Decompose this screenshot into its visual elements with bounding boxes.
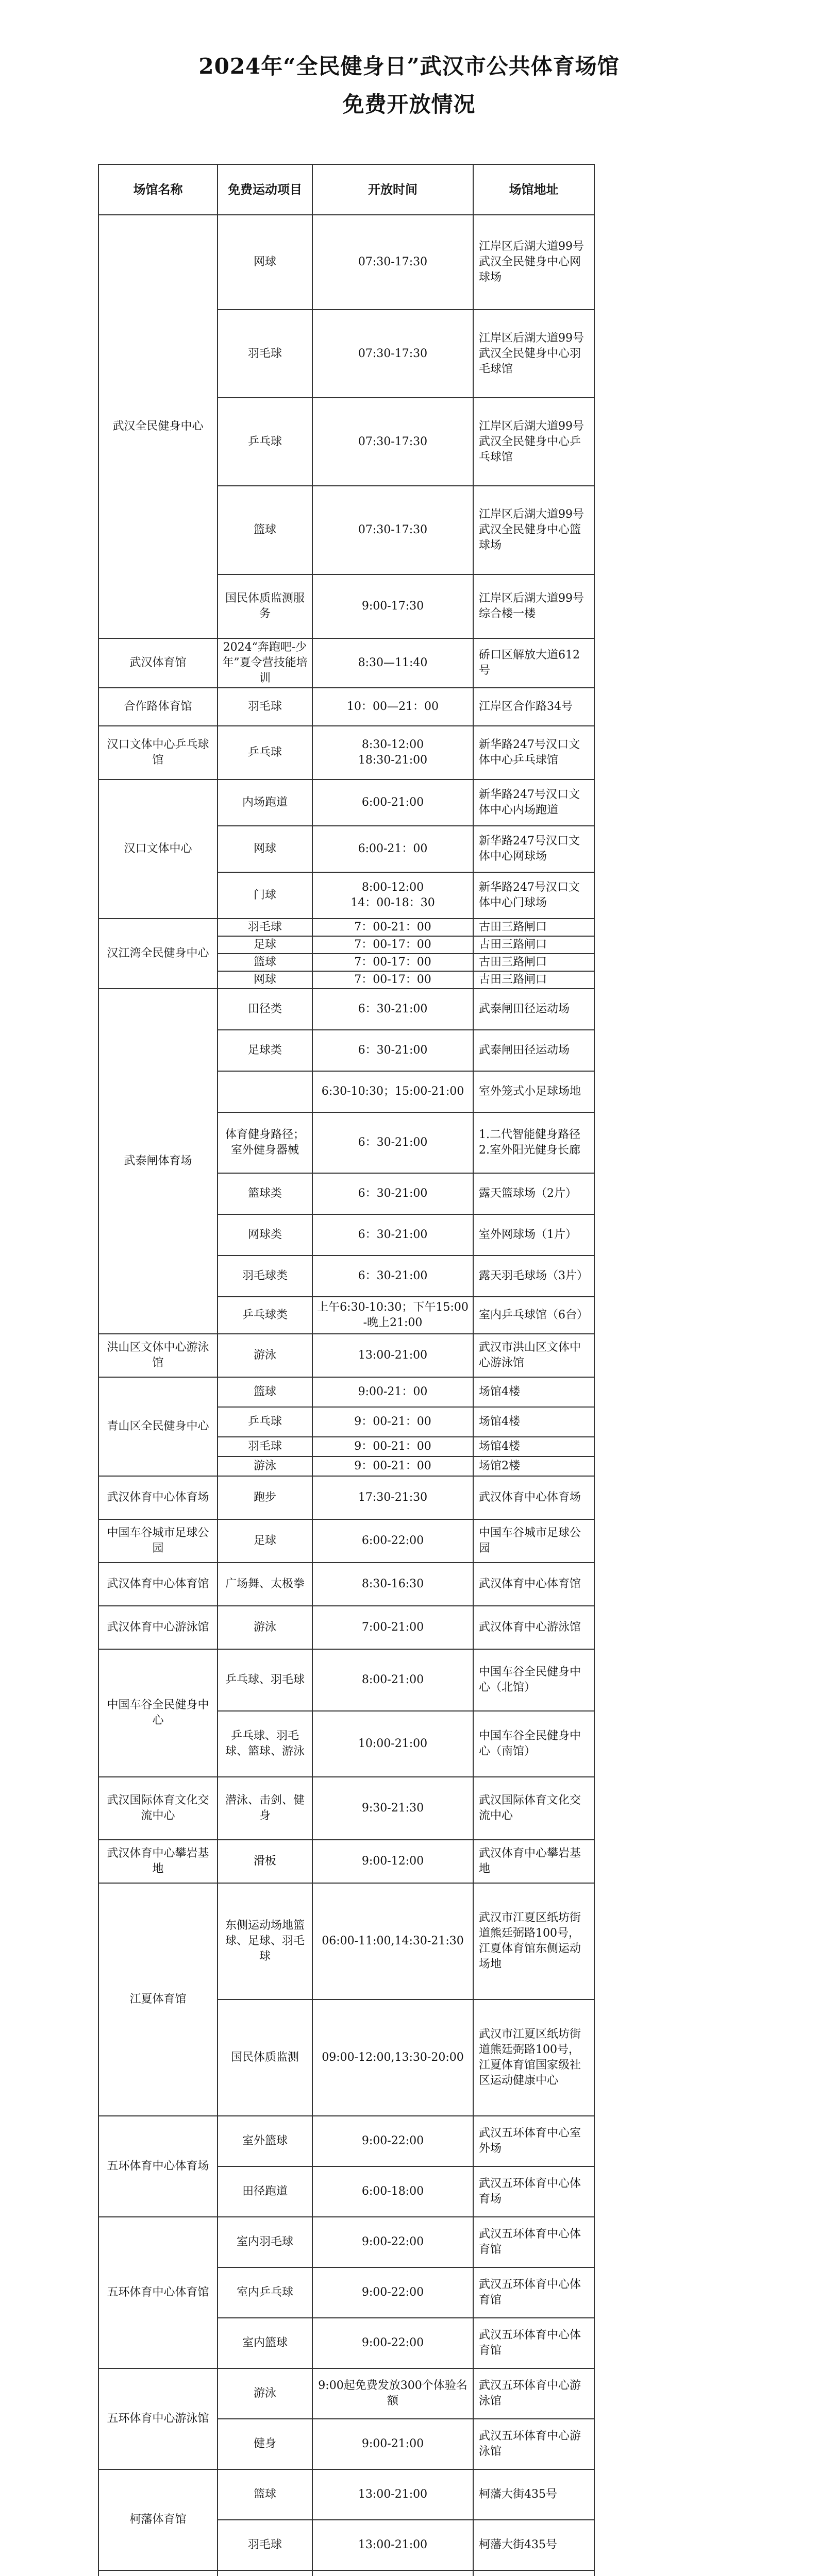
open-time-cell: 9:00起免费发放300个体验名额 <box>312 2368 473 2419</box>
venue-name-cell: 武汉全民健身中心 <box>98 215 218 638</box>
open-time-cell: 10:00-21:00 <box>312 1711 473 1777</box>
open-time-cell: 8:30—11:40 <box>312 638 473 688</box>
venue-name-cell: 汉口文体中心 <box>98 779 218 919</box>
open-time-cell: 9：00-21：00 <box>312 1437 473 1456</box>
address-cell: 室外网球场（1片） <box>473 1214 594 1256</box>
open-time-cell: 07:30-17:30 <box>312 486 473 574</box>
table-row <box>98 2368 594 2419</box>
sport-item-cell: 网球 <box>218 971 312 989</box>
table-body <box>98 215 594 2576</box>
address-cell: 武汉国际体育文化交流中心 <box>473 1777 594 1840</box>
venue-name-cell: 中国车谷全民健身中心 <box>98 1649 218 1777</box>
open-time-cell: 07:30-17:30 <box>312 398 473 486</box>
sport-item-cell: 田径类 <box>218 989 312 1030</box>
sport-item-cell: 体育健身路径；室外健身器械 <box>218 1112 312 1173</box>
open-time-cell: 6：30-21:00 <box>312 989 473 1030</box>
table-row <box>98 2570 594 2576</box>
sport-item-cell: 游泳 <box>218 1606 312 1649</box>
open-time-cell: 6：30-21:00 <box>312 1112 473 1173</box>
venue-name-cell: 江夏体育馆 <box>98 1883 218 2116</box>
open-time-cell: 6：30-21:00 <box>312 1214 473 1256</box>
address-cell: 柯藩大街435号 <box>473 2520 594 2570</box>
address-cell: 江岸区后湖大道99号武汉全民健身中心网球场 <box>473 215 594 310</box>
open-time-cell: 7：00-17：00 <box>312 954 473 971</box>
table-row <box>98 989 594 1030</box>
address-cell: 武泰闸田径运动场 <box>473 989 594 1030</box>
sport-item-cell: 篮球 <box>218 954 312 971</box>
open-time-cell: 9:00-22:00 <box>312 2217 473 2267</box>
open-time-cell: 6:00-18:00 <box>312 2166 473 2217</box>
address-cell: 露天羽毛球场（3片） <box>473 1256 594 1297</box>
venue-table <box>98 164 595 2576</box>
page-title: 2024年“全民健身日”武汉市公共体育场馆 <box>198 54 620 79</box>
table-row <box>98 215 594 310</box>
address-cell: 新华路247号汉口文体中心门球场 <box>473 872 594 919</box>
venue-name-cell: 五环体育中心体育馆 <box>98 2217 218 2368</box>
sport-item-cell: 游泳 <box>218 1334 312 1377</box>
address-cell: 中国车谷全民健身中心（南馆） <box>473 1711 594 1777</box>
table-row <box>98 919 594 936</box>
sport-item-cell: 网球 <box>218 826 312 872</box>
sport-item-cell: 乒乓球 <box>218 726 312 779</box>
venue-name-cell: 中国车谷城市足球公园 <box>98 1519 218 1563</box>
sport-item-cell: 足球类 <box>218 1030 312 1071</box>
table-row <box>98 1334 594 1377</box>
open-time-cell <box>312 2570 473 2576</box>
address-cell: 武汉五环体育中心室外场 <box>473 2116 594 2166</box>
address-cell: 场馆2楼 <box>473 1456 594 1476</box>
venue-name-cell: 汉口文体中心乒乓球馆 <box>98 726 218 779</box>
sport-item-cell: 羽毛球 <box>218 310 312 398</box>
address-cell: 古田三路闸口 <box>473 954 594 971</box>
address-cell: 场馆4楼 <box>473 1437 594 1456</box>
address-cell: 武汉体育中心攀岩基地 <box>473 1840 594 1883</box>
sport-item-cell: 游泳 <box>218 2368 312 2419</box>
sport-item-cell: 2024“奔跑吧-少年”夏令营技能培训 <box>218 638 312 688</box>
venue-name-cell: 五环体育中心游泳馆 <box>98 2368 218 2469</box>
table-row <box>98 2116 594 2166</box>
address-cell: 武汉市洪山区文体中心游泳馆 <box>473 1334 594 1377</box>
sport-item-cell: 羽毛球类 <box>218 1256 312 1297</box>
table-row <box>98 2469 594 2520</box>
venue-name-cell: 武汉体育中心攀岩基地 <box>98 1840 218 1883</box>
sport-item-cell: 室外篮球 <box>218 2116 312 2166</box>
address-cell: 新华路247号汉口文体中心内场跑道 <box>473 779 594 826</box>
address-cell: 古田三路闸口 <box>473 936 594 954</box>
header-sport-item: 免费运动项目 <box>218 164 312 215</box>
address-cell: 武泰闸田径运动场 <box>473 1030 594 1071</box>
open-time-cell: 06:00-11:00,14:30-21:30 <box>312 1883 473 1999</box>
open-time-cell: 7：00-17：00 <box>312 936 473 954</box>
open-time-cell: 13:00-21:00 <box>312 2469 473 2520</box>
address-cell: 江岸区后湖大道99号武汉全民健身中心羽毛球馆 <box>473 310 594 398</box>
table-row <box>98 688 594 726</box>
open-time-cell: 8:00-21:00 <box>312 1649 473 1711</box>
sport-item-cell: 足球 <box>218 936 312 954</box>
address-cell: 场馆4楼 <box>473 1407 594 1437</box>
sport-item-cell: 跑步 <box>218 1476 312 1519</box>
sport-item-cell: 篮球 <box>218 2469 312 2520</box>
address-cell: 武汉市江夏区纸坊街道熊廷弼路100号，江夏体育馆国家级社区运动健康中心 <box>473 1999 594 2116</box>
sport-item-cell: 羽毛球 <box>218 919 312 936</box>
open-time-cell: 17:30-21:30 <box>312 1476 473 1519</box>
open-time-cell: 6：30-21:00 <box>312 1030 473 1071</box>
open-time-cell: 13:00-21:00 <box>312 2520 473 2570</box>
open-time-cell: 7：00-17：00 <box>312 971 473 989</box>
table-row <box>98 1649 594 1711</box>
header-open-time: 开放时间 <box>312 164 473 215</box>
table-row <box>98 1563 594 1606</box>
address-cell: 江岸区后湖大道99号综合楼一楼 <box>473 574 594 638</box>
open-time-cell: 8:30-16:30 <box>312 1563 473 1606</box>
venue-name-cell <box>98 2570 218 2576</box>
table-row <box>98 726 594 779</box>
sport-item-cell: 滑板 <box>218 1840 312 1883</box>
sport-item-cell: 室内羽毛球 <box>218 2217 312 2267</box>
sport-item-cell: 田径跑道 <box>218 2166 312 2217</box>
address-cell: 武汉五环体育中心体育场 <box>473 2166 594 2217</box>
sport-item-cell: 羽毛球 <box>218 2520 312 2570</box>
sport-item-cell: 国民体质监测服务 <box>218 574 312 638</box>
table-row <box>98 638 594 688</box>
open-time-cell: 7：00-21：00 <box>312 919 473 936</box>
header-address: 场馆地址 <box>473 164 594 215</box>
address-cell: 1.二代智能健身路径 2.室外阳光健身长廊 <box>473 1112 594 1173</box>
sport-item-cell <box>218 2570 312 2576</box>
sport-item-cell: 潜泳、击剑、健身 <box>218 1777 312 1840</box>
sport-item-cell: 乒乓球类 <box>218 1297 312 1334</box>
address-cell: 室外笼式小足球场地 <box>473 1071 594 1112</box>
address-cell: 武汉体育中心体育场 <box>473 1476 594 1519</box>
sport-item-cell: 羽毛球 <box>218 1437 312 1456</box>
open-time-cell: 9:00-21:00 <box>312 2419 473 2469</box>
table-row <box>98 1519 594 1563</box>
open-time-cell: 6:00-21：00 <box>312 826 473 872</box>
address-cell: 新华路247号汉口文体中心网球场 <box>473 826 594 872</box>
open-time-cell: 9:00-22:00 <box>312 2318 473 2368</box>
sport-item-cell: 篮球 <box>218 1377 312 1407</box>
open-time-cell: 上午6:30-10:30；下午15:00-晚上21:00 <box>312 1297 473 1334</box>
table-row <box>98 1377 594 1407</box>
address-cell: 露天篮球场（2片） <box>473 1173 594 1214</box>
venue-name-cell: 武汉体育中心体育场 <box>98 1476 218 1519</box>
address-cell <box>473 2570 594 2576</box>
open-time-cell: 10：00—21：00 <box>312 688 473 726</box>
open-time-cell: 07:30-17:30 <box>312 310 473 398</box>
table-row <box>98 779 594 826</box>
table-row <box>98 1883 594 1999</box>
sport-item-cell: 羽毛球 <box>218 688 312 726</box>
sport-item-cell: 室内乒乓球 <box>218 2267 312 2318</box>
sport-item-cell: 乒乓球 <box>218 398 312 486</box>
venue-name-cell: 合作路体育馆 <box>98 688 218 726</box>
open-time-cell: 8:30-12:00 18:30-21:00 <box>312 726 473 779</box>
open-time-cell: 07:30-17:30 <box>312 215 473 310</box>
table-row <box>98 2217 594 2267</box>
sport-item-cell: 篮球类 <box>218 1173 312 1214</box>
sport-item-cell: 广场舞、太极拳 <box>218 1563 312 1606</box>
address-cell: 中国车谷城市足球公园 <box>473 1519 594 1563</box>
sport-item-cell: 健身 <box>218 2419 312 2469</box>
open-time-cell: 9:00-22:00 <box>312 2116 473 2166</box>
sport-item-cell: 网球 <box>218 215 312 310</box>
table-row <box>98 1476 594 1519</box>
open-time-cell: 8:00-12:00 14：00-18：30 <box>312 872 473 919</box>
venue-name-cell: 五环体育中心体育场 <box>98 2116 218 2217</box>
address-cell: 中国车谷全民健身中心（北馆） <box>473 1649 594 1711</box>
venue-name-cell: 武汉体育中心游泳馆 <box>98 1606 218 1649</box>
open-time-cell: 13:00-21:00 <box>312 1334 473 1377</box>
open-time-cell: 9：00-21：00 <box>312 1407 473 1437</box>
address-cell: 江岸区合作路34号 <box>473 688 594 726</box>
sport-item-cell: 乒乓球 <box>218 1407 312 1437</box>
venue-name-cell: 武汉体育馆 <box>98 638 218 688</box>
address-cell: 古田三路闸口 <box>473 919 594 936</box>
address-cell: 武汉五环体育中心体育馆 <box>473 2318 594 2368</box>
sport-item-cell <box>218 1071 312 1112</box>
address-cell: 武汉五环体育中心体育馆 <box>473 2217 594 2267</box>
venue-name-cell: 汉江湾全民健身中心 <box>98 919 218 989</box>
sport-item-cell: 乒乓球、羽毛球 <box>218 1649 312 1711</box>
sport-item-cell: 室内篮球 <box>218 2318 312 2368</box>
address-cell: 武汉五环体育中心体育馆 <box>473 2267 594 2318</box>
sport-item-cell: 东侧运动场地篮球、足球、羽毛球 <box>218 1883 312 1999</box>
open-time-cell: 6：30-21:00 <box>312 1256 473 1297</box>
sport-item-cell: 乒乓球、羽毛球、篮球、游泳 <box>218 1711 312 1777</box>
venue-name-cell: 洪山区文体中心游泳馆 <box>98 1334 218 1377</box>
address-cell: 武汉五环体育中心游泳馆 <box>473 2368 594 2419</box>
open-time-cell: 7:00-21:00 <box>312 1606 473 1649</box>
address-cell: 武汉体育中心游泳馆 <box>473 1606 594 1649</box>
page-subtitle: 免费开放情况 <box>342 92 476 117</box>
table-header-row <box>98 164 594 215</box>
venue-name-cell: 柯藩体育馆 <box>98 2469 218 2570</box>
sport-item-cell: 内场跑道 <box>218 779 312 826</box>
address-cell: 江岸区后湖大道99号武汉全民健身中心乒乓球馆 <box>473 398 594 486</box>
open-time-cell: 6:00-22:00 <box>312 1519 473 1563</box>
header-venue-name: 场馆名称 <box>98 164 218 215</box>
open-time-cell: 6:30-10:30；15:00-21:00 <box>312 1071 473 1112</box>
address-cell: 室内乒乓球馆（6台） <box>473 1297 594 1334</box>
open-time-cell: 6：30-21:00 <box>312 1173 473 1214</box>
address-cell: 江岸区后湖大道99号武汉全民健身中心篮球场 <box>473 486 594 574</box>
open-time-cell: 9:00-12:00 <box>312 1840 473 1883</box>
address-cell: 古田三路闸口 <box>473 971 594 989</box>
sport-item-cell: 足球 <box>218 1519 312 1563</box>
venue-name-cell: 青山区全民健身中心 <box>98 1377 218 1476</box>
open-time-cell: 9:00-21：00 <box>312 1377 473 1407</box>
open-time-cell: 09:00-12:00,13:30-20:00 <box>312 1999 473 2116</box>
table-row <box>98 1840 594 1883</box>
open-time-cell: 6:00-21:00 <box>312 779 473 826</box>
sport-item-cell: 网球类 <box>218 1214 312 1256</box>
venue-name-cell: 武汉国际体育文化交流中心 <box>98 1777 218 1840</box>
address-cell: 武汉五环体育中心游泳馆 <box>473 2419 594 2469</box>
sport-item-cell: 门球 <box>218 872 312 919</box>
open-time-cell: 9：00-21：00 <box>312 1456 473 1476</box>
sport-item-cell: 国民体质监测 <box>218 1999 312 2116</box>
address-cell: 武汉市江夏区纸坊街道熊廷弼路100号，江夏体育馆东侧运动场地 <box>473 1883 594 1999</box>
sport-item-cell: 篮球 <box>218 486 312 574</box>
table-row <box>98 1777 594 1840</box>
open-time-cell: 9:00-17:30 <box>312 574 473 638</box>
venue-name-cell: 武泰闸体育场 <box>98 989 218 1334</box>
address-cell: 武汉体育中心体育馆 <box>473 1563 594 1606</box>
address-cell: 柯藩大街435号 <box>473 2469 594 2520</box>
address-cell: 场馆4楼 <box>473 1377 594 1407</box>
address-cell: 新华路247号汉口文体中心乒乓球馆 <box>473 726 594 779</box>
open-time-cell: 9:00-22:00 <box>312 2267 473 2318</box>
open-time-cell: 9:30-21:30 <box>312 1777 473 1840</box>
venue-name-cell: 武汉体育中心体育馆 <box>98 1563 218 1606</box>
sport-item-cell: 游泳 <box>218 1456 312 1476</box>
address-cell: 硚口区解放大道612号 <box>473 638 594 688</box>
table-row <box>98 1606 594 1649</box>
